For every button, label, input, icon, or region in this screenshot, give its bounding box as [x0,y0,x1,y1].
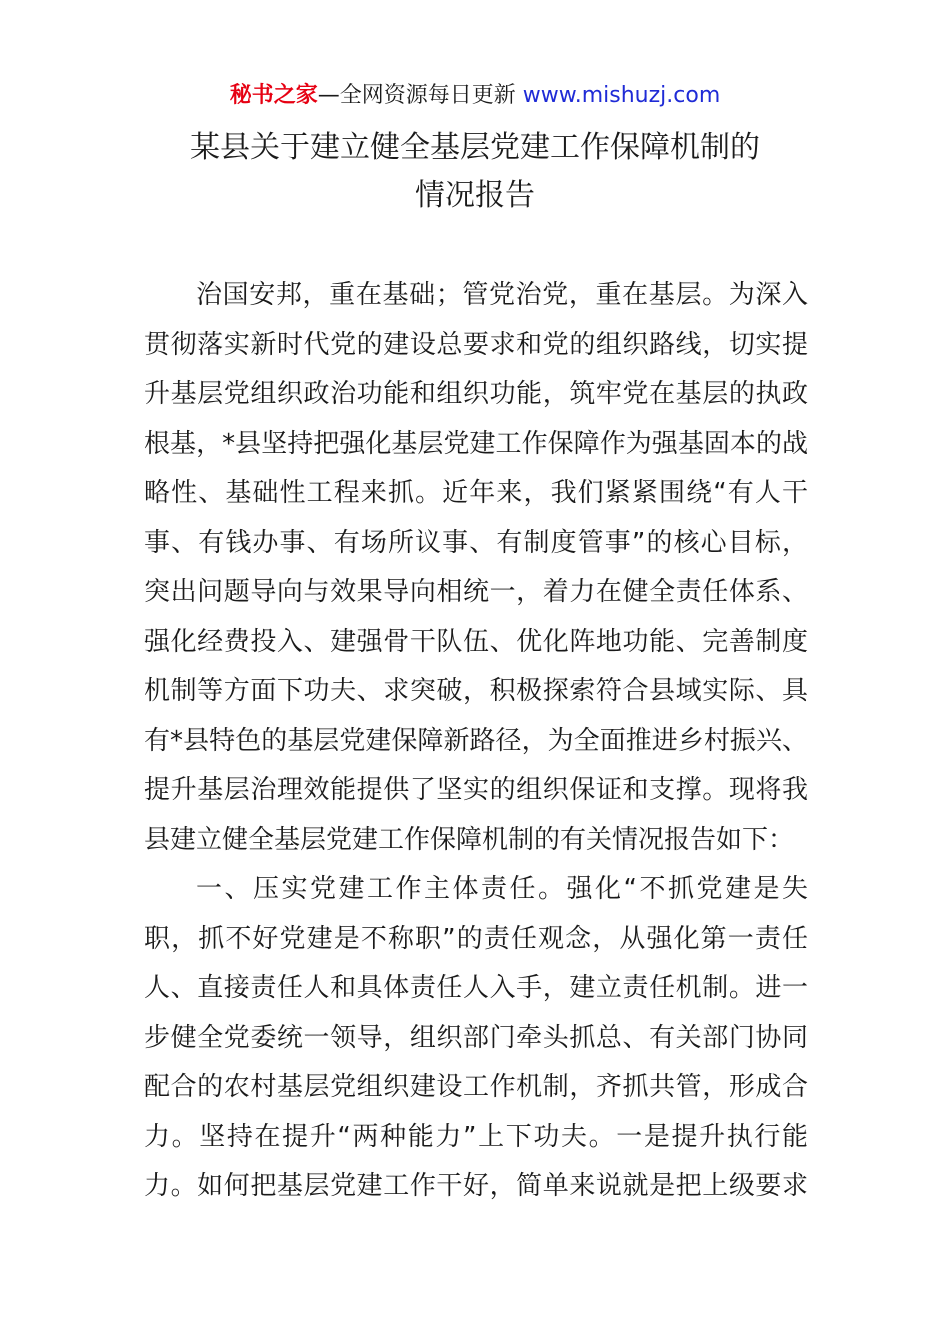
document-title-line-1: 某县关于建立健全基层党建工作保障机制的 [190,130,760,165]
body-line: 有*县特色的基层党建保障新路径，为全面推进乡村振兴、 [144,725,808,756]
body-line: 突出问题导向与效果导向相统一，着力在健全责任体系、 [144,577,808,607]
site-url[interactable]: www.mishuzj.com [522,83,721,108]
body-line: 力。如何把基层党建工作干好，简单来说就是把上级要求 [144,1171,808,1201]
body-line: 治国安邦，重在基础；管党治党，重在基层。为深入 [196,280,808,310]
site-tagline: —全网资源每日更新 [317,83,516,108]
body-line: 步健全党委统一领导，组织部门牵头抓总、有关部门协同 [144,1022,808,1053]
body-line: 提升基层治理效能提供了坚实的组织保证和支撑。现将我 [144,775,808,805]
body-line: 升基层党组织政治功能和组织功能，筑牢党在基层的执政 [144,379,808,409]
body-line: 强化经费投入、建强骨干队伍、优化阵地功能、完善制度 [144,626,808,657]
body-line: 一、压实党建工作主体责任。强化“不抓党建是失 [196,874,808,904]
body-line: 人、直接责任人和具体责任人入手，建立责任机制。进一 [144,973,808,1003]
body-line: 配合的农村基层党组织建设工作机制，齐抓共管，形成合 [144,1072,808,1102]
body-line: 事、有钱办事、有场所议事、有制度管事”的核心目标， [144,527,808,558]
document-title-line-2: 情况报告 [415,178,535,213]
site-brand: 秘书之家 [229,83,318,108]
body-line: 县建立健全基层党建工作保障机制的有关情况报告如下： [144,824,795,855]
body-line: 力。坚持在提升“两种能力”上下功夫。一是提升执行能 [144,1121,808,1152]
body-line: 略性、基础性工程来抓。近年来，我们紧紧围绕“有人干 [144,478,808,508]
document-body [144,271,808,1212]
body-line: 根基，*县坚持把强化基层党建工作保障作为强基固本的战 [144,428,808,459]
body-line: 贯彻落实新时代党的建设总要求和党的组织路线，切实提 [144,329,808,360]
body-line: 机制等方面下功夫、求突破，积极探索符合县域实际、具 [144,676,808,706]
site-header [0,80,950,112]
body-line: 职，抓不好党建是不称职”的责任观念，从强化第一责任 [144,923,808,954]
